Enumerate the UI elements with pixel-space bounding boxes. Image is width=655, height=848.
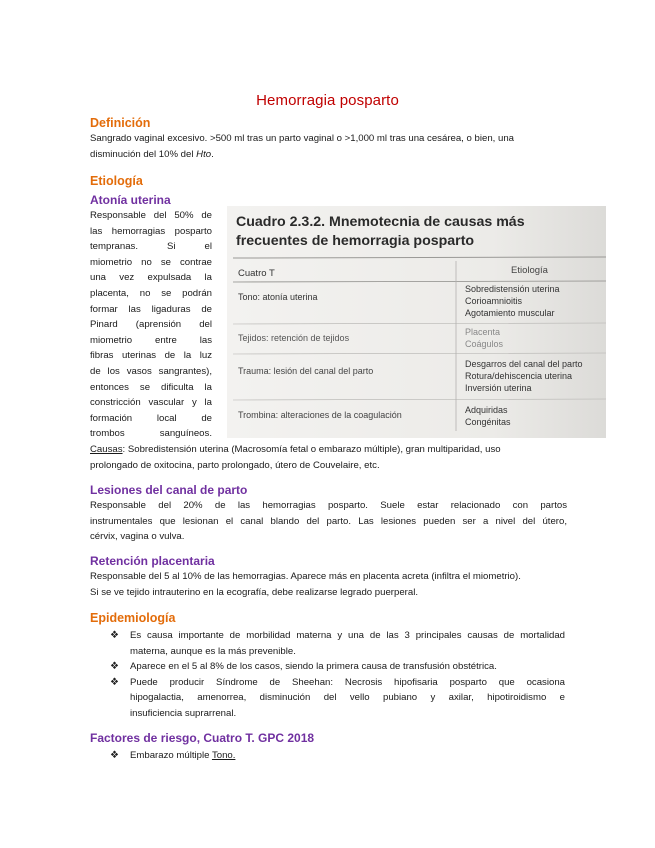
definicion-heading: Definición bbox=[90, 116, 151, 130]
atonia-line: las hemorragias posparto bbox=[90, 225, 212, 237]
table-col-etiologia: Etiología bbox=[511, 265, 548, 276]
table-col-cuatro-t: Cuatro T bbox=[238, 268, 275, 279]
diamond-bullet-icon: ❖ bbox=[110, 750, 119, 761]
epi-item-1-line-1: Es causa importante de morbilidad materna y una de las 3 principales causas de mortalidad bbox=[130, 630, 565, 641]
row-trauma-e3: Inversión uterina bbox=[465, 383, 532, 393]
definicion-line-2 bbox=[90, 147, 567, 163]
row-tono: Tono: atonía uterina bbox=[238, 292, 318, 302]
list-item bbox=[110, 628, 565, 659]
list-item bbox=[110, 659, 565, 675]
hto-italic: Hto bbox=[196, 148, 212, 160]
definicion-line-2-text: disminución del 10% del bbox=[90, 148, 194, 160]
retencion-line-1: Responsable del 5 al 10% de las hemorragias. Aparece más en placenta acreta (infiltra el miometrio). bbox=[90, 571, 521, 582]
causas-label: Causas bbox=[90, 444, 123, 455]
row-tejidos-e1: Placenta bbox=[465, 327, 501, 337]
atonia-line: miometrio entre las bbox=[90, 334, 212, 346]
retencion-paragraph bbox=[90, 569, 567, 600]
factores-item-tono: Tono. bbox=[211, 750, 236, 761]
lesiones-heading: Lesiones del canal de parto bbox=[90, 483, 248, 497]
epi-item-3-line-1: Puede producir Síndrome de Sheehan: Necrosis hipofisaria posparto que ocasiona bbox=[130, 676, 565, 688]
row-trombina: Trombina: alteraciones de la coagulación bbox=[238, 410, 402, 420]
epi-item-1-line-2: materna, aunque es la más prevenible. bbox=[130, 645, 296, 657]
row-tono-e1: Sobredistensión uterina bbox=[465, 284, 560, 294]
retencion-heading: Retención placentaria bbox=[90, 554, 215, 568]
etiologia-heading: Etiología bbox=[90, 174, 143, 188]
retencion-line-2: Si se ve tejido intrauterino en la ecografía, debe realizarse legrado puerperal. bbox=[90, 586, 418, 598]
atonia-line: tempranas. Si el bbox=[90, 241, 212, 253]
row-trombina-e2: Congénitas bbox=[465, 417, 511, 427]
row-trauma-e1: Desgarros del canal del parto bbox=[465, 359, 583, 369]
definicion-text bbox=[90, 131, 567, 162]
epidemiologia-list bbox=[110, 628, 565, 722]
lesiones-paragraph bbox=[90, 498, 567, 545]
definicion-line-2-end: . bbox=[211, 148, 214, 160]
causas-line-1 bbox=[90, 442, 567, 458]
causas-line-2: prolongado de oxitocina, parto prolongado, útero de Couvelaire, etc. bbox=[90, 459, 380, 471]
lesiones-line-1: Responsable del 20% de las hemorragias posparto. Suele estar relacionado con partos bbox=[90, 500, 567, 511]
epi-item-3-line-3: insuficiencia suprarrenal. bbox=[130, 707, 237, 719]
atonia-line: formar las ligaduras de bbox=[90, 303, 212, 315]
atonia-line: placenta, no se podrán bbox=[90, 287, 212, 299]
epidemiologia-heading: Epidemiología bbox=[90, 611, 176, 625]
factores-item-text: Embarazo múltiple bbox=[130, 750, 212, 761]
row-tejidos-e2: Coágulos bbox=[465, 339, 504, 349]
mnemotecnia-table-image bbox=[227, 206, 606, 438]
factores-heading: Factores de riesgo, Cuatro T. GPC 2018 bbox=[90, 731, 315, 745]
diamond-bullet-icon: ❖ bbox=[110, 676, 119, 688]
atonia-line: Pinard (aprensión del bbox=[90, 319, 212, 331]
diamond-bullet-icon: ❖ bbox=[110, 661, 119, 673]
row-tono-e2: Corioamnioitis bbox=[465, 296, 523, 306]
row-trauma: Trauma: lesión del canal del parto bbox=[238, 366, 374, 376]
atonia-line: trombos sanguíneos. bbox=[90, 428, 212, 440]
definicion-line-1: Sangrado vaginal excesivo. >500 ml tras un parto vaginal o >1,000 ml tras una cesárea, o bien, una bbox=[90, 133, 514, 144]
causas-text: : Sobredistensión uterina (Macrosomía fetal o embarazo múltiple), gran multiparidad, uso bbox=[122, 444, 501, 455]
atonia-line: formación local de bbox=[90, 412, 212, 424]
atonia-heading: Atonía uterina bbox=[90, 193, 171, 207]
row-tejidos: Tejidos: retención de tejidos bbox=[238, 333, 350, 343]
atonia-line: entonces se dificulta la bbox=[90, 381, 212, 393]
atonia-line: fibras uterinas de la luz bbox=[90, 350, 212, 362]
atonia-line: miometrio no se contrae bbox=[90, 256, 212, 268]
diamond-bullet-icon: ❖ bbox=[110, 630, 119, 641]
epi-item-2-line-1: Aparece en el 5 al 8% de los casos, siendo la primera causa de transfusión obstétrica. bbox=[130, 661, 497, 673]
page-title: Hemorragia posparto bbox=[256, 92, 399, 109]
row-trauma-e2: Rotura/dehiscencia uterina bbox=[465, 371, 573, 381]
atonia-line: de los vasos sangrantes), bbox=[90, 365, 212, 377]
causas-paragraph bbox=[90, 442, 567, 473]
table-title-line-1: Cuadro 2.3.2. Mnemotecnia de causas más bbox=[236, 214, 525, 230]
factores-list bbox=[110, 748, 565, 764]
row-trombina-e1: Adquiridas bbox=[465, 405, 508, 415]
epi-item-3-line-2: hipogalactia, amenorrea, disminución del vello pubiano y axilar, hipotiroidismo e bbox=[130, 692, 565, 704]
atonia-line: una vez expulsada la bbox=[90, 272, 212, 284]
lesiones-line-2: instrumentales que lesionan el canal blando del parto. Las lesiones pueden ser a nivel del útero, bbox=[90, 515, 567, 527]
atonia-column bbox=[90, 208, 212, 442]
atonia-line: constricción vascular y la bbox=[90, 397, 212, 409]
list-item bbox=[110, 748, 565, 764]
atonia-line: Responsable del 50% de bbox=[90, 210, 212, 221]
list-item bbox=[110, 675, 565, 722]
table-title-line-2: frecuentes de hemorragia posparto bbox=[236, 233, 475, 249]
lesiones-line-3: cérvix, vagina o vulva. bbox=[90, 531, 185, 543]
row-tono-e3: Agotamiento muscular bbox=[465, 308, 555, 318]
